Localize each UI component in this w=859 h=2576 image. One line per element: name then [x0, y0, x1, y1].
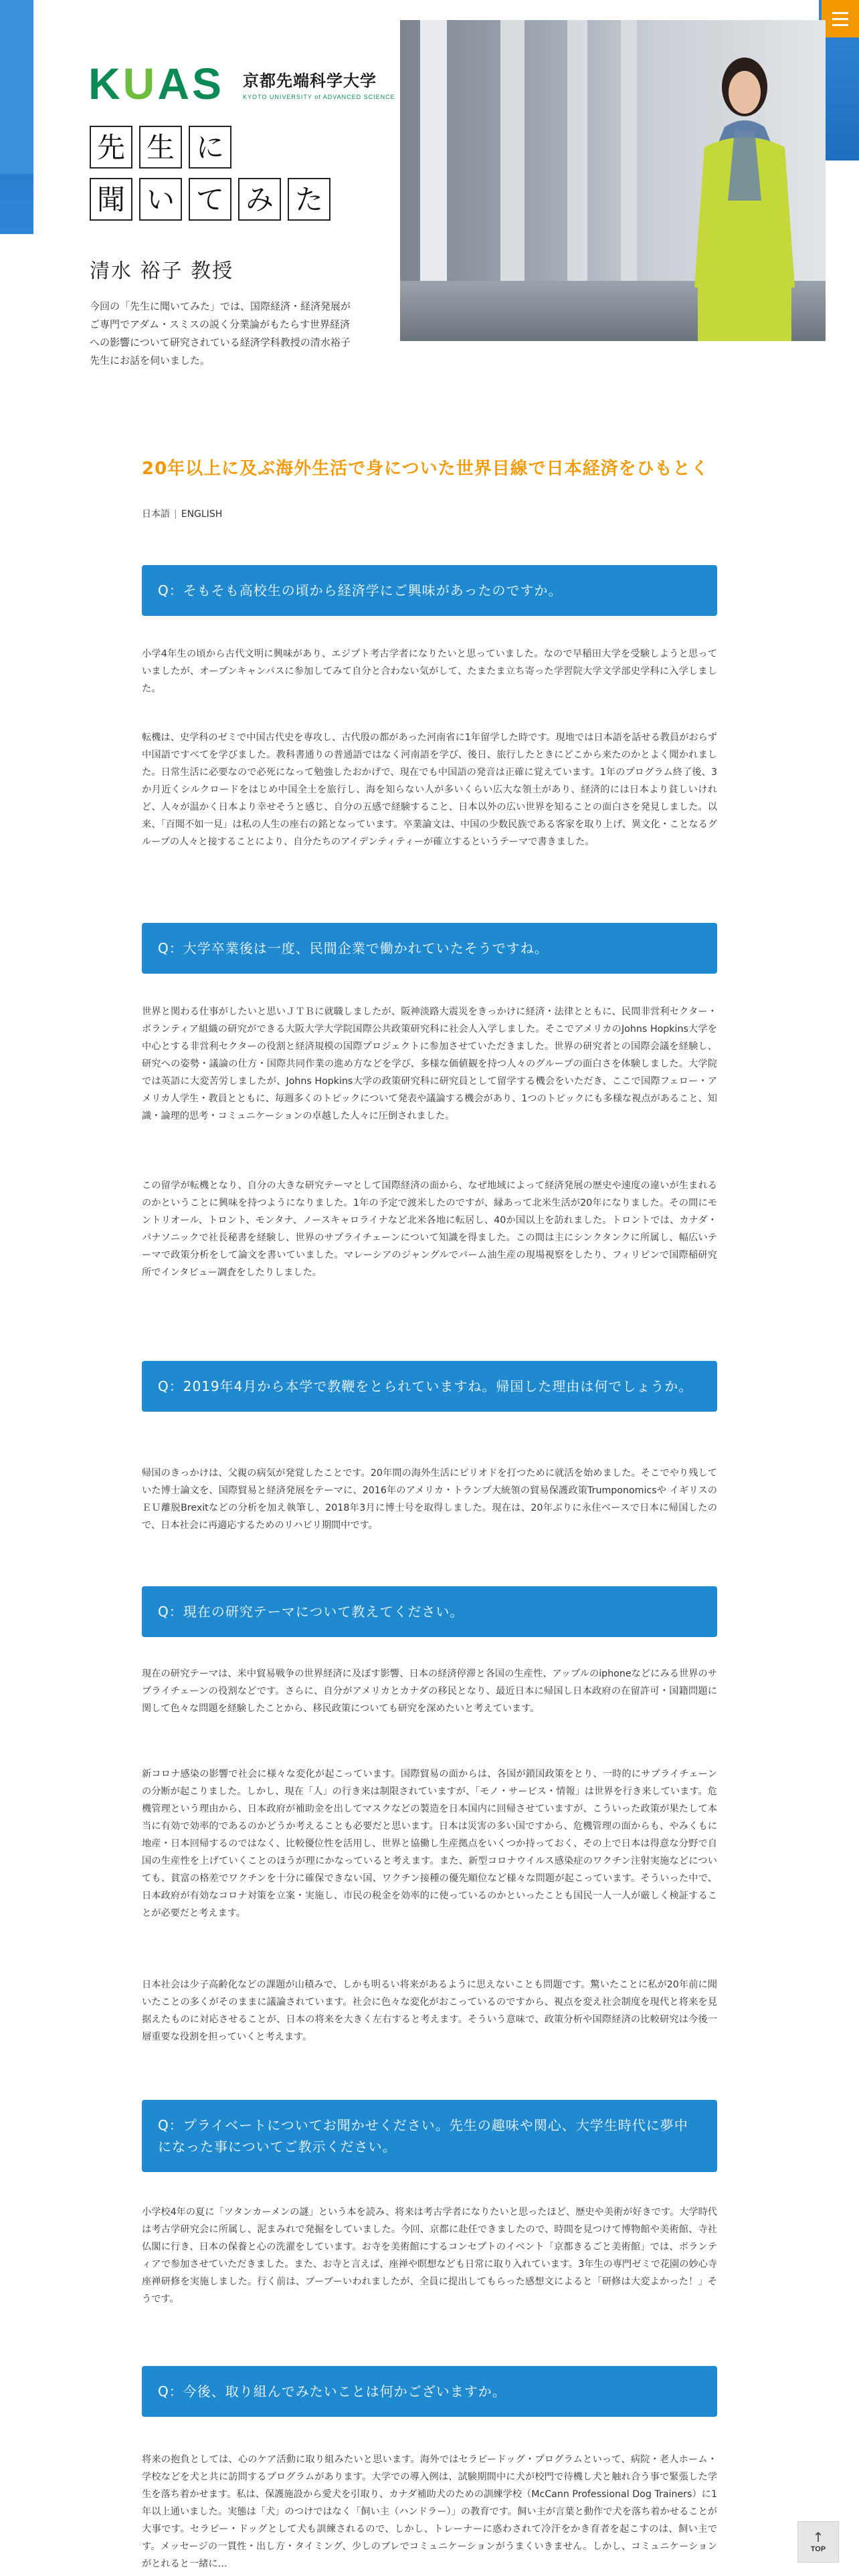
kuas-logo-mark: KUAS — [88, 59, 225, 108]
title-char: い — [139, 178, 182, 221]
question-bar-1: Q：そもそも高校生の頃から経済学にご興味があったのですか。 — [142, 565, 717, 616]
title-char: 先 — [90, 126, 132, 169]
answer-paragraph: 小学4年生の頃から古代文明に興味があり、エジプト考古学者になりたいと思っていました。なので早稲田大学を受験しようと思っていましたが、オープンキャンパスに参加してみて自分と合わない気がして、たまたま立ち寄った学習院大学文学部史学科に入学しました。 — [142, 649, 717, 694]
answer-paragraph: 帰国のきっかけは、父親の病気が発覚したことです。20年間の海外生活にピリオドを打つために就活を始めました。そこでやり残していた博士論文を、国際貿易と経済発展をテーマに、2016年のアメリカ・トランプ大統領の貿易保護政策Trumponomicsや イギリスのＥＵ離脱Brexitなどの分析を加え執筆し、2018年3月に博士号を取得しました。現在は、20年ぶりに永住ベースで日本に帰国したので、日本社会に再適応するためのリハビリ期間中です。 — [142, 1468, 717, 1531]
language-switcher — [142, 507, 222, 520]
lang-separator: | — [174, 509, 177, 520]
answer-paragraph: 世界と関わる仕事がしたいと思いＪＴＢに就職しましたが、阪神淡路大震災をきっかけに経済・法律とともに、民間非営利セクター・ボランティア組織の研究ができる大阪大学大学院国際公共政策研究科に社会人入学しました。そこでアメリカのJohns Hopkins大学を中心とする非営利セクターの役割と経済規模の国際プロジェクトに参加させていただきました。世界の研究者との国際会議を経験し、研究への姿勢・議論の仕方・国際共同作業の進め方などを学び、多様な価値観を持つ人々のグループの面白さを体験しました。大学院では英語に大変苦労しましたが、Johns Hopkins大学の政策研究科に研究員として留学する機会をいただき、ここで国際フェロー・アメリカ人学生・教員とともに、毎週多くのトピックについて発表や議論する機会があり、1つのトピックにも多様な視点があること、知識・論理的思考・コミュニケーションの卓越した人々に圧倒されました。 — [142, 1006, 717, 1121]
professor-photo — [400, 20, 826, 341]
menu-line-icon — [832, 18, 848, 20]
answer-paragraph: 小学校4年の夏に「ツタンカーメンの謎」という本を読み、将来は考古学者になりたいと思ったほど、歴史や美術が好きです。大学時代は考古学研究会に所属し、泥まみれで発掘をしていました。今回、京都に赴任できましたので、時間を見つけて博物館や美術館、寺社仏閣に行き、日本の保養と心の洗濯をしています。お寺を美術館にするコンセプトのイベント「京都きるごと美術館」では、ボランティアで参加させていただきました。また、お寺と言えば、座禅や瞑想なども日常に取り入れています。3年生の専門ゼミで花園の妙心寺座禅研修を実施しました。行く前は、ブーブーいわれましたが、全員に提出してもらった感想文によると「研修は大変よかった！」そうです。 — [142, 2207, 717, 2304]
title-char: に — [189, 126, 231, 169]
professor-name: 清水 裕子 教授 — [90, 259, 234, 283]
back-to-top-button[interactable] — [797, 2521, 839, 2563]
title-char: み — [238, 178, 281, 221]
title-char: て — [189, 178, 231, 221]
lang-jp-link[interactable]: 日本語 — [142, 509, 170, 520]
title-char: た — [288, 178, 330, 221]
question-bar-6: Q：今後、取り組んでみたいことは何かございますか。 — [142, 2366, 717, 2417]
answer-paragraph: 将来の抱負としては、心のケア活動に取り組みたいと思います。海外ではセラピードッグ・プログラムといって、病院・老人ホーム・学校などを犬と共に訪問するプログラムがあります。大学での導入例は、試験期間中に犬が校門で待機し犬と触れ合う事で緊張した学生を落ち着かせます。私は、保護施設から愛犬を引取り、カナダ補助犬のための訓練学校（McCann Professional Dog Trainers）に1年以上通いました。実態は「犬」のつけではなく「飼い主（ハンドラー）」の教育です。飼い主が言葉と動作で犬を落ち着かせることが大事です。セラピー・ドッグとして犬も訓練されるので、しかし、トレーナーに惑わされて冷汗をかき育者を起こすのは、飼い主です。メッセージの一貫性・出し方・タイミング、少しのブレでコミュニケーションがうまくいきません。しかし、コミュニケーションがとれると一緒に… — [142, 2454, 717, 2569]
menu-button[interactable] — [822, 0, 859, 37]
answer-paragraph: 日本社会は少子高齢化などの課題が山積みで、しかも明るい将来があるように思えないことも問題です。驚いたことに私が20年前に聞いたことの多くがそのままに議論されています。社会に色々な変化がおこっているのですから、視点を変え社会制度を現代と将来を見据えたものに対応させることが、日本の将来を大きく左右すると考えます。そういう意味で、政策分析や国際経済の比較研究は今後一層重要な役割を担っていくと考えます。 — [142, 1979, 717, 2042]
lang-en-link[interactable]: ENGLISH — [181, 509, 223, 520]
question-bar-4: Q：現在の研究テーマについて教えてください。 — [142, 1586, 717, 1637]
answer-paragraph: 転機は、史学科のゼミで中国古代史を専攻し、古代殷の都があった河南省に1年留学した時です。現地では日本語を話せる教員がおらず中国語ですべてを学びました。教科書通りの普通語ではなく河南語を学び、後日、旅行したときにどこから来たのかとよく聞かれました。日常生活に必要なので必死になって勉強したおかげで、現在でも中国語の発音は正確に覚えています。1年のプログラム終了後、3か月近くシルクロードをはじめ中国全土を旅行し、海を知らない人が多いくらい広大な領土があり、経済的には日本より貧しいけれど、人々が温かく日本より幸せそうと感じ、自分の五感で経験すること、日本以外の広い世界を知ることの面白さを発見しました。以来、「百聞不如一見」は私の人生の座右の銘となっています。卒業論文は、中国の少数民族である客家を取り上げ、異文化・ことなるグループの人々と接することにより、自分たちのアイデンティティーが確立するというテーマで書きました。 — [142, 732, 717, 847]
article-title: 20年以上に及ぶ海外生活で身についた世界目線で日本経済をひもとく — [142, 459, 709, 479]
university-name-jp: 京都先端科学大学 — [243, 71, 377, 90]
question-bar-5: Q：プライベートについてお聞かせください。先生の趣味や関心、大学生時代に夢中になった事についてご教示ください。 — [142, 2100, 717, 2172]
series-title-row-2 — [90, 178, 337, 221]
university-name — [243, 68, 395, 100]
menu-line-icon — [832, 12, 848, 14]
answer-paragraph: 新コロナ感染の影響で社会に様々な変化が起こっています。国際貿易の面からは、各国が鎖国政策をとり、一時的にサプライチェーンの分断が起こりました。しかし、現在「人」の行き来は制限されていますが、「モノ・サービス・情報」は世界を行き来しています。危機管理という理由から、日本政府が補助金を出してマスクなどの製造を日本国内に回帰させていますが、こういった政策が果たして本当に有効で効率的であるのかどうか考えることも必要だと思います。日本は災害の多い国ですから、危機管理の面からも、やみくもに地産・日本回帰するのではなく、比較優位性を活用し、世界と協働し生産拠点をいくつか持っておく、その上で日本は得意な分野で自国の生産性を上げていくことのほうが理にかなっていると考えます。また、新型コロナウイルス感染症のワクチン注射実施などについても、貧富の格差でワクチンを十分に確保できない国、ワクチン接種の優先順位など様々な問題が起こっています。そういった中で、日本政府が有効なコロナ対策を立案・実施し、市民の税金を効率的に使っているのかといったことも国民一人一人が厳しく検証することが必要だと考えます。 — [142, 1769, 717, 1919]
university-name-en: KYOTO UNIVERSITY of ADVANCED SCIENCE — [243, 93, 395, 100]
menu-line-icon — [832, 24, 848, 26]
answer-paragraph: 現在の研究テーマは、米中貿易戦争の世界経済に及ぼす影響、日本の経済停滞と各国の生産性、アップルのiphoneなどにみる世界のサプライチェーンの役割などです。さらに、自分がアメリカとカナダの移民となり、最近日本に帰国し日本政府の在留許可・国籍問題に関して色々な問題を経験したことから、移民政策についても研究を深めたいと考えています。 — [142, 1669, 717, 1714]
university-logo[interactable] — [88, 59, 395, 108]
title-char: 聞 — [90, 178, 132, 221]
arrow-up-icon: ↑ — [812, 2529, 824, 2545]
left-blue-accent-light — [0, 0, 33, 174]
back-to-top-label: TOP — [810, 2545, 826, 2553]
answer-paragraph: この留学が転機となり、自分の大きな研究テーマとして国際経済の面から、なぜ地域によって経済発展の歴史や速度の違いが生まれるのかということに興味を持つようになりました。1年の予定で渡米したのですが、縁あって北米生活が20年になりました。その間にモントリオール、トロント、モンタナ、ノースキャロライナなど北米各地に転居し、40か国以上を訪れました。トロントでは、カナダ・パナソニックで社長秘書を経験し、世界のサプライチェーンについて知識を得ました。この間は主にシンクタンクに所属し、幅広いテーマで政策分析をして論文を書いていました。マレーシアのジャングルでパーム油生産の現場視察をしたり、フィリピンで国際稲研究所でインタビュー調査をしたりしました。 — [142, 1180, 717, 1278]
intro-text: 今回の「先生に聞いてみた」では、国際経済・経済発展がご専門でアダム・スミスの説く分業論がもたらす世界経済への影響について研究されている経済学科教授の清水裕子先生にお話を伺いました。 — [90, 300, 351, 366]
question-bar-3: Q：2019年4月から本学で教鞭をとられていますね。帰国した理由は何でしょうか。 — [142, 1361, 717, 1412]
question-bar-2: Q：大学卒業後は一度、民間企業で働かれていたそうですね。 — [142, 923, 717, 974]
series-title-row-1 — [90, 126, 238, 169]
professor-figure — [678, 47, 812, 341]
title-char: 生 — [139, 126, 182, 169]
